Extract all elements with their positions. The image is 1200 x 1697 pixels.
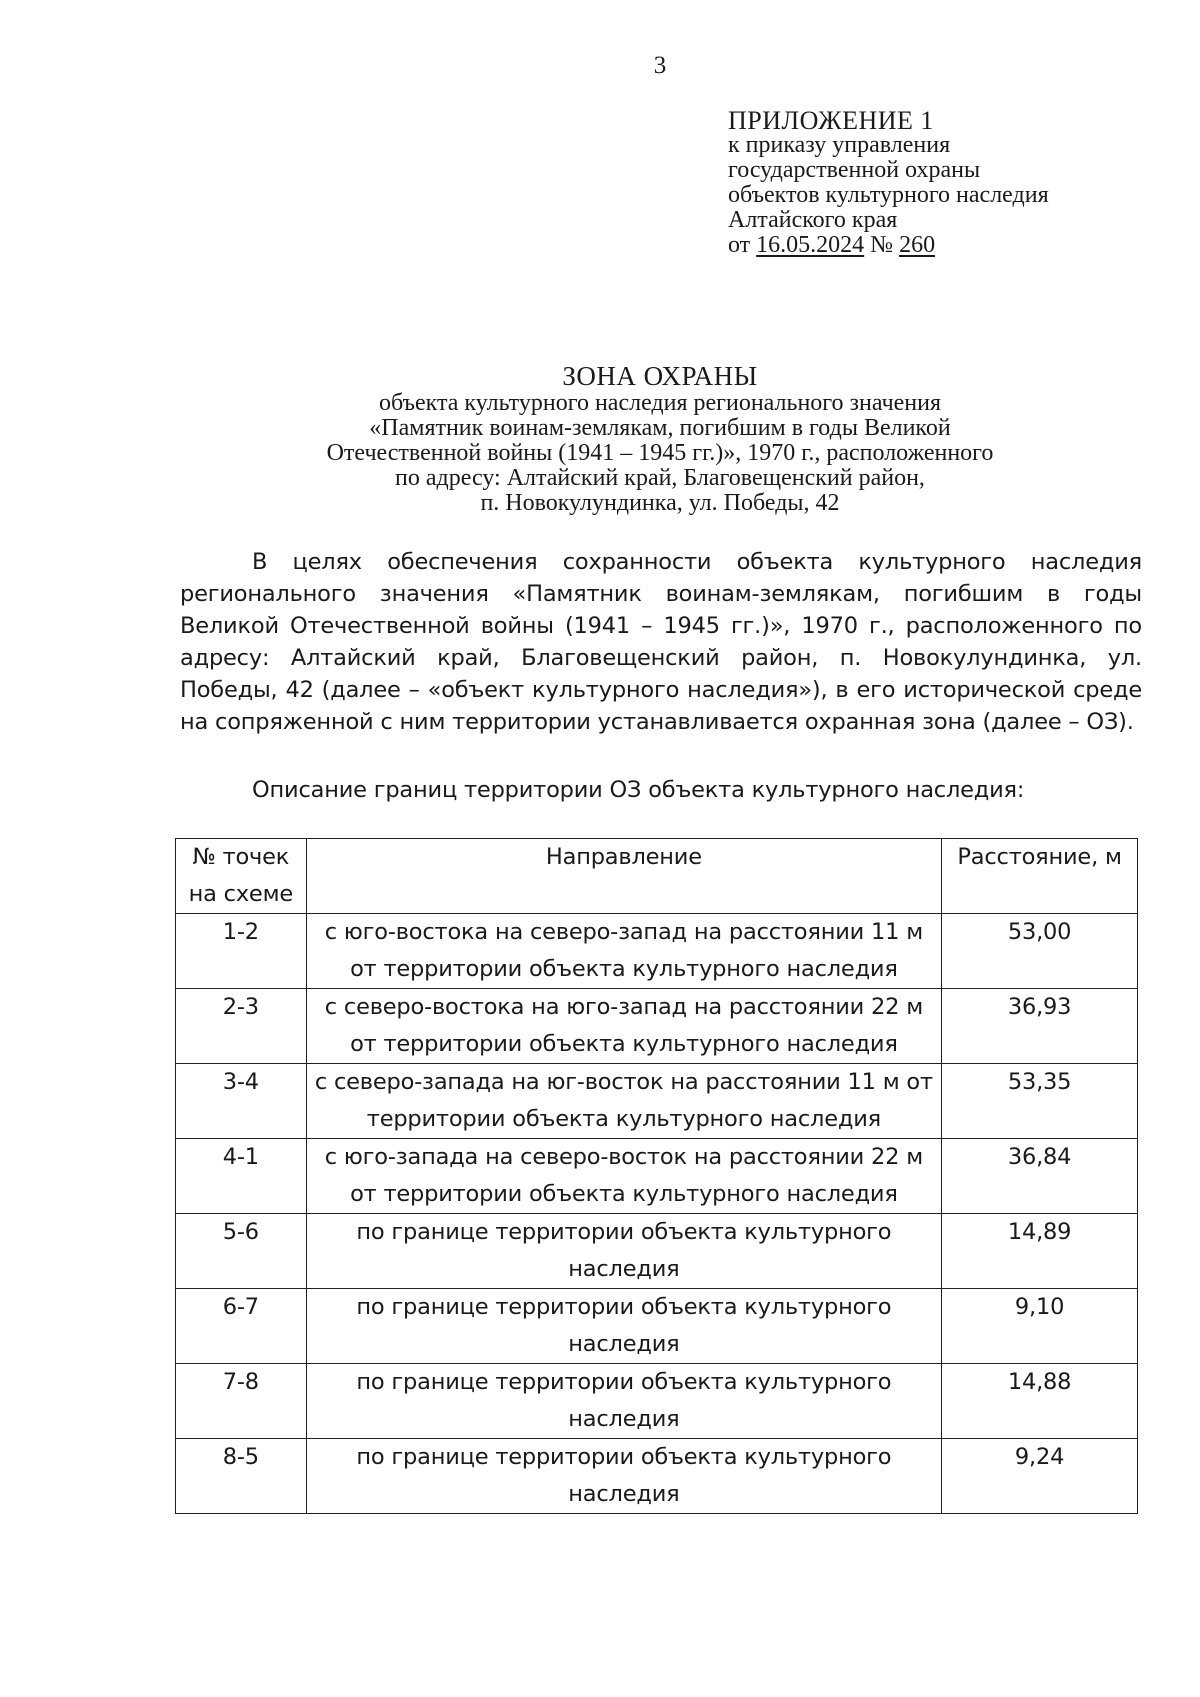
date-prefix: от xyxy=(728,232,751,258)
table-row xyxy=(176,1439,1138,1514)
header-distance: Расстояние, м xyxy=(942,839,1138,914)
zone-subtitle-line: «Памятник воинам-землякам, погибшим в годы Великой xyxy=(369,415,951,441)
cell-points: 6-7 xyxy=(176,1289,307,1364)
cell-distance: 14,88 xyxy=(942,1364,1138,1439)
order-date: 16.05.2024 xyxy=(756,232,865,258)
zone-subtitle-line: по адресу: Алтайский край, Благовещенский район, xyxy=(395,465,925,491)
page-number: 3 xyxy=(653,52,667,79)
appendix-line: Алтайского края xyxy=(728,207,898,233)
cell-points: 7-8 xyxy=(176,1364,307,1439)
cell-direction: с юго-востока на северо-запад на расстоянии 11 м от территории объекта культурного наследия xyxy=(306,914,942,989)
zone-subtitle-line: Отечественной войны (1941 – 1945 гг.)», 1970 г., расположенного xyxy=(326,440,994,466)
cell-distance: 9,24 xyxy=(942,1439,1138,1514)
table-row xyxy=(176,914,1138,989)
table-header-row xyxy=(176,839,1138,914)
zone-title: ЗОНА ОХРАНЫ xyxy=(562,361,758,391)
cell-direction: по границе территории объекта культурного наследия xyxy=(306,1439,942,1514)
table-row xyxy=(176,1289,1138,1364)
appendix-title: ПРИЛОЖЕНИЕ 1 xyxy=(728,106,934,135)
table-row xyxy=(176,1139,1138,1214)
header-direction: Направление xyxy=(306,839,942,914)
table-row xyxy=(176,1214,1138,1289)
cell-points: 2-3 xyxy=(176,989,307,1064)
intro-paragraph: В целях обеспечения сохранности объекта культурного наследия регионального значения «Памятник воинам-землякам, погибшим в годы Великой Отечественной войны (1941 – 1945 гг.)», 1970 г., расположенного по адресу: Алтайский край, Благовещенский район, п. Новокулундинка, ул. Победы, 42 (далее – «объект культурного наследия»), в его исторической среде на сопряженной с ним территории устанавливается охранная зона (далее – ОЗ). xyxy=(180,549,1142,735)
cell-points: 8-5 xyxy=(176,1439,307,1514)
cell-distance: 36,84 xyxy=(942,1139,1138,1214)
boundaries-table xyxy=(175,838,1138,1514)
table-row xyxy=(176,1064,1138,1139)
cell-distance: 9,10 xyxy=(942,1289,1138,1364)
zone-heading xyxy=(180,361,1140,516)
cell-points: 4-1 xyxy=(176,1139,307,1214)
cell-points: 5-6 xyxy=(176,1214,307,1289)
cell-direction: по границе территории объекта культурного наследия xyxy=(306,1364,942,1439)
cell-direction: с юго-запада на северо-восток на расстоянии 22 м от территории объекта культурного наследия xyxy=(306,1139,942,1214)
appendix-line: государственной охраны xyxy=(728,157,981,183)
cell-points: 1-2 xyxy=(176,914,307,989)
cell-distance: 14,89 xyxy=(942,1214,1138,1289)
cell-distance: 36,93 xyxy=(942,989,1138,1064)
zone-subtitle-line: объекта культурного наследия регионального значения xyxy=(378,390,942,416)
cell-direction: с северо-запада на юг-восток на расстоянии 11 м от территории объекта культурного наследия xyxy=(306,1064,942,1139)
cell-direction: с северо-востока на юго-запад на расстоянии 22 м от территории объекта культурного наследия xyxy=(306,989,942,1064)
cell-points: 3-4 xyxy=(176,1064,307,1139)
header-points: № точек на схеме xyxy=(176,839,307,914)
table-row xyxy=(176,989,1138,1064)
appendix-header xyxy=(728,108,1049,258)
number-prefix: № xyxy=(870,232,894,258)
cell-direction: по границе территории объекта культурного наследия xyxy=(306,1214,942,1289)
order-number: 260 xyxy=(899,232,936,258)
cell-distance: 53,00 xyxy=(942,914,1138,989)
appendix-line: объектов культурного наследия xyxy=(728,182,1049,208)
table-caption: Описание границ территории ОЗ объекта культурного наследия: xyxy=(252,777,1025,803)
appendix-date-line xyxy=(728,233,1049,258)
appendix-line: к приказу управления xyxy=(728,132,951,158)
zone-subtitle-line: п. Новокулундинка, ул. Победы, 42 xyxy=(480,490,840,516)
cell-direction: по границе территории объекта культурного наследия xyxy=(306,1289,942,1364)
cell-distance: 53,35 xyxy=(942,1064,1138,1139)
table-row xyxy=(176,1364,1138,1439)
